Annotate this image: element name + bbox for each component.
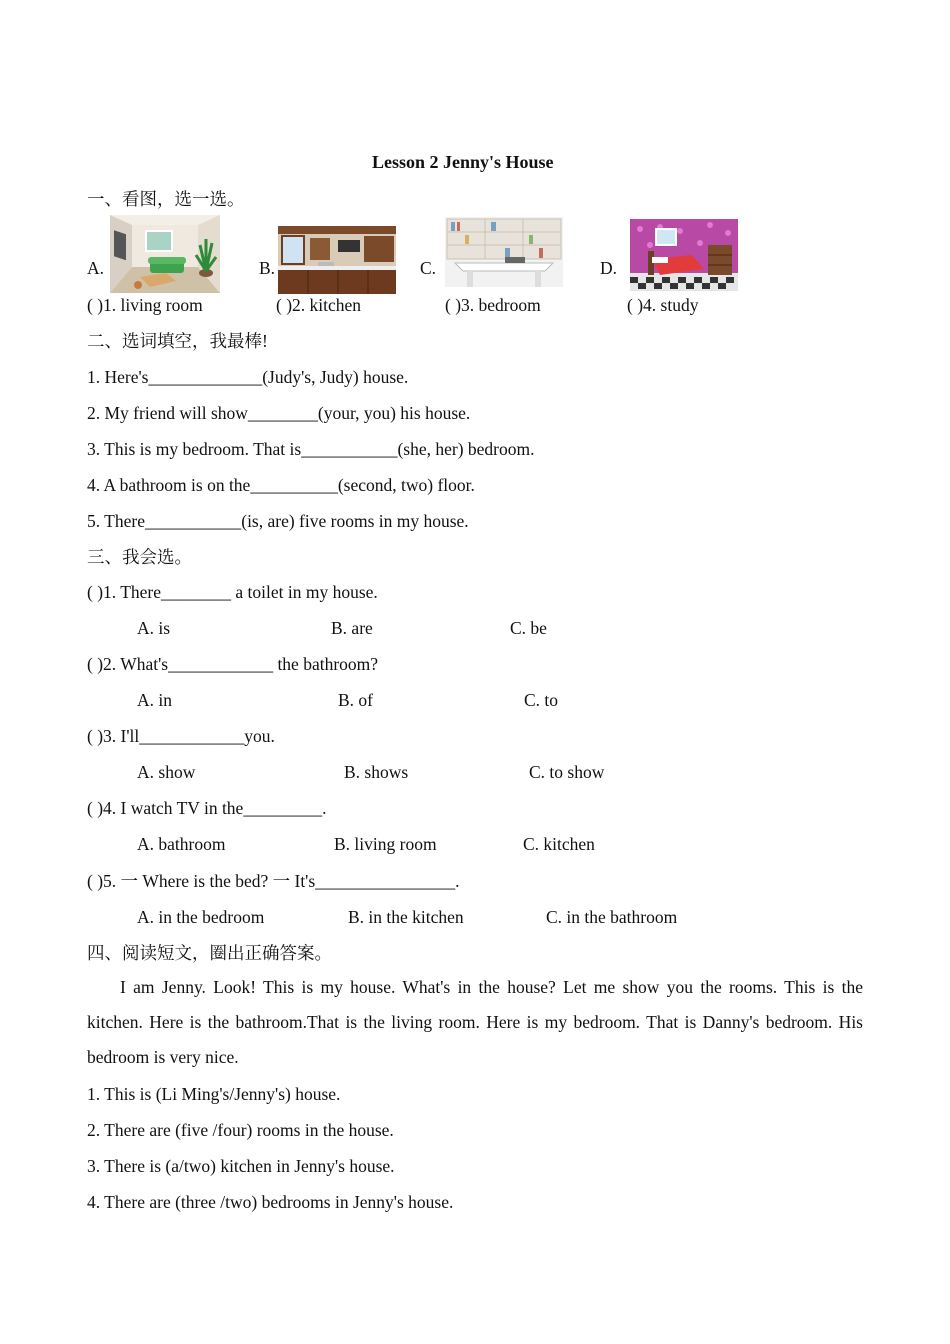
section2-item: 3. This is my bedroom. That is___________(she, her) bedroom. [87, 439, 535, 459]
section1-item: ( )4. study [627, 295, 699, 315]
section2-item: 2. My friend will show________(your, you) his house. [87, 403, 471, 423]
option-a: A. in [137, 690, 172, 710]
option-c: C. to [524, 690, 559, 710]
section2-item: 1. Here's_____________(Judy's, Judy) house. [87, 367, 409, 387]
option-c: C. be [510, 618, 547, 638]
option-b: B. are [331, 618, 373, 638]
option-b: B. of [338, 690, 373, 710]
question-stem: ( )1. There________ a toilet in my house. [87, 582, 378, 602]
section4-item: 2. There are (five /four) rooms in the house. [87, 1120, 394, 1140]
option-c-letter: C. [420, 258, 437, 278]
option-a: A. show [137, 762, 196, 782]
section1-item: ( )3. bedroom [445, 295, 541, 315]
question-stem: ( )2. What's____________ the bathroom? [87, 654, 379, 674]
option-a: A. in the bedroom [137, 907, 265, 927]
option-b: B. in the kitchen [348, 907, 464, 927]
page-title: Lesson 2 Jenny's House [372, 152, 554, 172]
section2-heading: 二、选词填空，我最棒! [87, 331, 268, 351]
option-a-letter: A. [87, 258, 105, 278]
section4-item: 4. There are (three /two) bedrooms in Jenny's house. [87, 1192, 454, 1212]
option-b: B. living room [334, 834, 437, 854]
section1-item: ( )2. kitchen [276, 295, 362, 315]
study-picture [445, 217, 563, 287]
bedroom-picture [630, 219, 738, 291]
option-c: C. to show [529, 762, 605, 782]
section2-item: 4. A bathroom is on the__________(second, two) floor. [87, 475, 475, 495]
section4-heading: 四、阅读短文，圈出正确答案。 [87, 943, 332, 963]
option-a: A. is [137, 618, 171, 638]
option-b: B. shows [344, 762, 409, 782]
section4-item: 1. This is (Li Ming's/Jenny's) house. [87, 1084, 341, 1104]
section1-item: ( )1. living room [87, 295, 203, 315]
option-c: C. kitchen [523, 834, 595, 854]
kitchen-picture [278, 226, 396, 294]
section1-heading: 一、看图，选一选。 [87, 189, 245, 209]
section3-heading: 三、我会选。 [87, 547, 192, 567]
option-b-letter: B. [259, 258, 276, 278]
question-stem: ( )4. I watch TV in the_________. [87, 798, 327, 818]
question-stem: ( )3. I'll____________you. [87, 726, 275, 746]
question-stem: ( )5. 一 Where is the bed? 一 It's________________. [87, 871, 460, 891]
option-d-letter: D. [600, 258, 618, 278]
living-room-picture [110, 215, 220, 293]
section2-item: 5. There___________(is, are) five rooms in my house. [87, 511, 469, 531]
option-c: C. in the bathroom [546, 907, 678, 927]
reading-passage: I am Jenny. Look! This is my house. What's in the house? Let me show you the rooms. This is the kitchen. Here is the bathroom.That is the living room. Here is my bedroom. That is Danny's bedroom. His bedroom is very nice. [87, 977, 863, 1067]
section4-item: 3. There is (a/two) kitchen in Jenny's house. [87, 1156, 395, 1176]
option-a: A. bathroom [137, 834, 226, 854]
